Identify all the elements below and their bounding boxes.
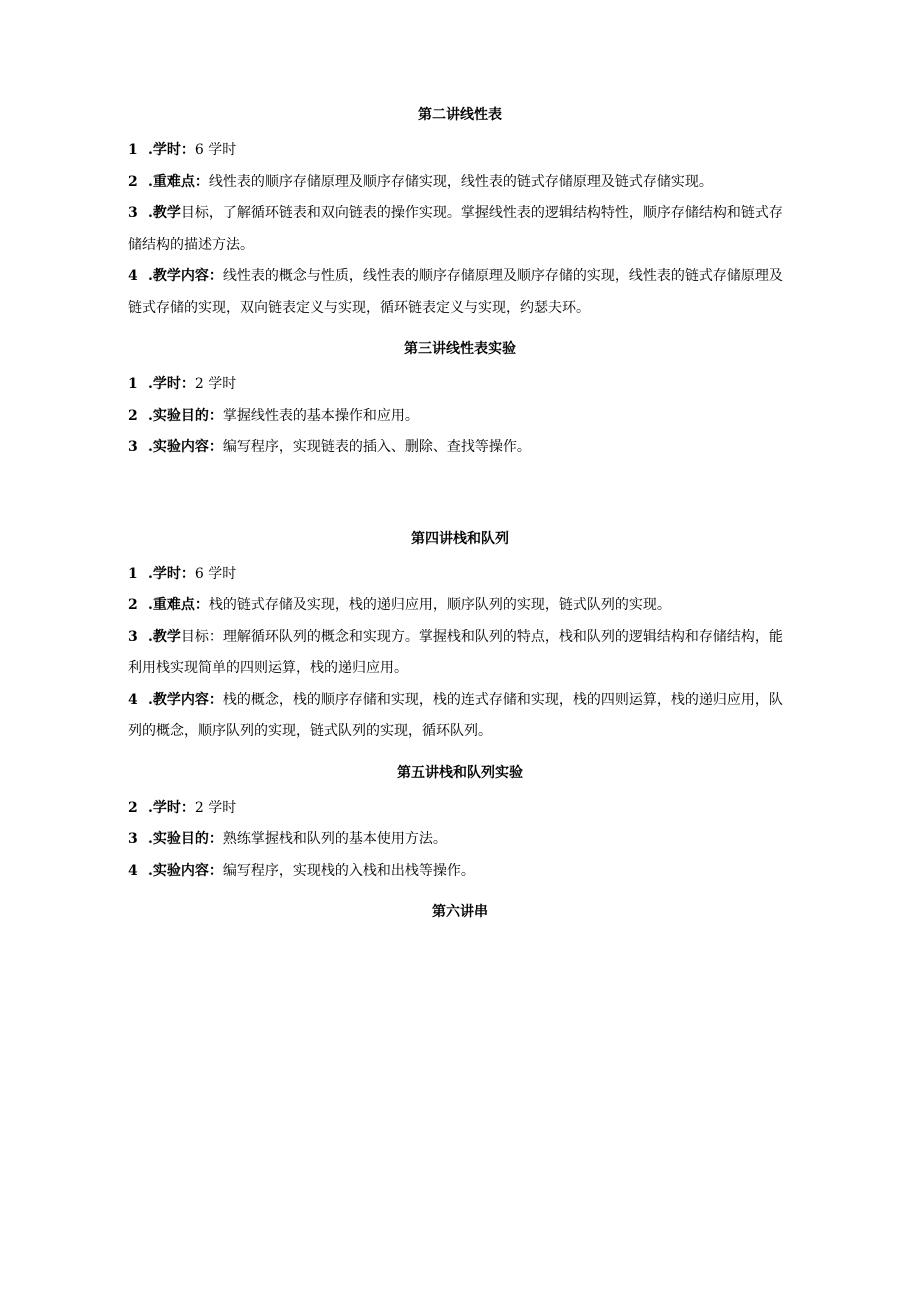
item-number: 1 xyxy=(128,142,138,158)
item-number: 4 xyxy=(128,862,138,879)
item-number: 2 xyxy=(128,597,138,613)
item-number: 2 xyxy=(128,173,138,190)
item-text: 栈的概念，栈的顺序存储和实现，栈的连式存储和实现，栈的四则运算，栈的递归应用，队列的概念，顺序队列的实现，链式队列的实现，循环队列。 xyxy=(128,691,783,739)
list-item xyxy=(128,685,792,748)
item-text: 线性表的概念与性质，线性表的顺序存储原理及顺序存储的实现，线性表的链式存储原理及链式存储的实现，双向链表定义与实现，循环链表定义与实现，约瑟夫环。 xyxy=(128,268,783,316)
list-item xyxy=(128,856,792,888)
section-title: 第五讲栈和队列实验 xyxy=(397,764,523,781)
item-lead: .学时： xyxy=(148,376,195,392)
item-lead: .实验内容： xyxy=(148,439,223,455)
list-item xyxy=(128,135,792,167)
item-number: 2 xyxy=(128,407,138,424)
item-text: 6 学时 xyxy=(194,142,237,158)
list-item xyxy=(128,167,792,199)
list-item xyxy=(128,198,792,261)
item-lead: .学时： xyxy=(148,142,195,158)
document-content xyxy=(128,106,792,921)
list-item xyxy=(128,261,792,324)
list-item xyxy=(128,401,792,433)
section-lecture-2 xyxy=(128,106,792,324)
section-lecture-3 xyxy=(128,340,792,464)
item-text: 目标，了解循环链表和双向链表的操作实现。掌握线性表的逻辑结构特性，顺序存储结构和链式存储结构的描述方法。 xyxy=(128,205,783,253)
list-item xyxy=(128,590,792,622)
item-number: 4 xyxy=(128,691,138,708)
item-text: 掌握线性表的基本操作和应用。 xyxy=(222,407,419,424)
item-number: 1 xyxy=(128,565,138,582)
item-lead: .教学内容： xyxy=(148,268,223,284)
item-number: 1 xyxy=(128,376,138,392)
item-text: 目标：理解循环队列的概念和实现方。掌握栈和队列的特点，栈和队列的逻辑结构和存储结构，能利用栈实现简单的四则运算，栈的递归应用。 xyxy=(128,628,783,676)
item-text: 熟练掌握栈和队列的基本使用方法。 xyxy=(222,831,447,847)
item-lead: .重难点： xyxy=(148,597,209,613)
section-lecture-6 xyxy=(128,903,792,921)
list-item xyxy=(128,622,792,685)
item-lead: .学时： xyxy=(148,799,195,816)
item-lead: .教学内容： xyxy=(148,691,223,708)
item-number: 2 xyxy=(128,799,138,816)
item-text: 2 学时 xyxy=(194,376,237,392)
item-lead: .实验内容： xyxy=(148,862,223,879)
item-lead: .教学 xyxy=(148,205,181,221)
item-lead: .实验目的： xyxy=(148,831,223,847)
item-number: 3 xyxy=(128,628,138,645)
item-text: 线性表的顺序存储原理及顺序存储实现，线性表的链式存储原理及链式存储实现。 xyxy=(208,173,713,190)
section-title: 第四讲栈和队列 xyxy=(411,530,509,547)
item-number: 3 xyxy=(128,205,138,221)
item-number: 3 xyxy=(128,439,138,455)
list-item xyxy=(128,824,792,856)
list-item xyxy=(128,369,792,401)
item-text: 6 学时 xyxy=(194,565,237,582)
item-text: 栈的链式存储及实现，栈的递归应用，顺序队列的实现，链式队列的实现。 xyxy=(208,597,671,613)
item-text: 2 学时 xyxy=(194,799,237,816)
section-title: 第六讲串 xyxy=(432,904,488,920)
item-lead: .学时： xyxy=(148,565,195,582)
item-number: 3 xyxy=(128,831,138,847)
item-lead: .实验目的： xyxy=(148,407,223,424)
item-lead: .重难点： xyxy=(148,173,209,190)
item-text: 编写程序，实现栈的入栈和出栈等操作。 xyxy=(222,862,475,879)
list-item xyxy=(128,559,792,591)
section-lecture-5 xyxy=(128,764,792,888)
item-number: 4 xyxy=(128,268,138,284)
item-text: 编写程序，实现链表的插入、删除、查找等操作。 xyxy=(222,439,531,455)
section-title: 第三讲线性表实验 xyxy=(404,341,516,357)
item-lead: .教学 xyxy=(148,628,181,645)
list-item xyxy=(128,793,792,825)
section-lecture-4 xyxy=(128,530,792,748)
list-item xyxy=(128,432,792,464)
section-title: 第二讲线性表 xyxy=(418,107,502,123)
